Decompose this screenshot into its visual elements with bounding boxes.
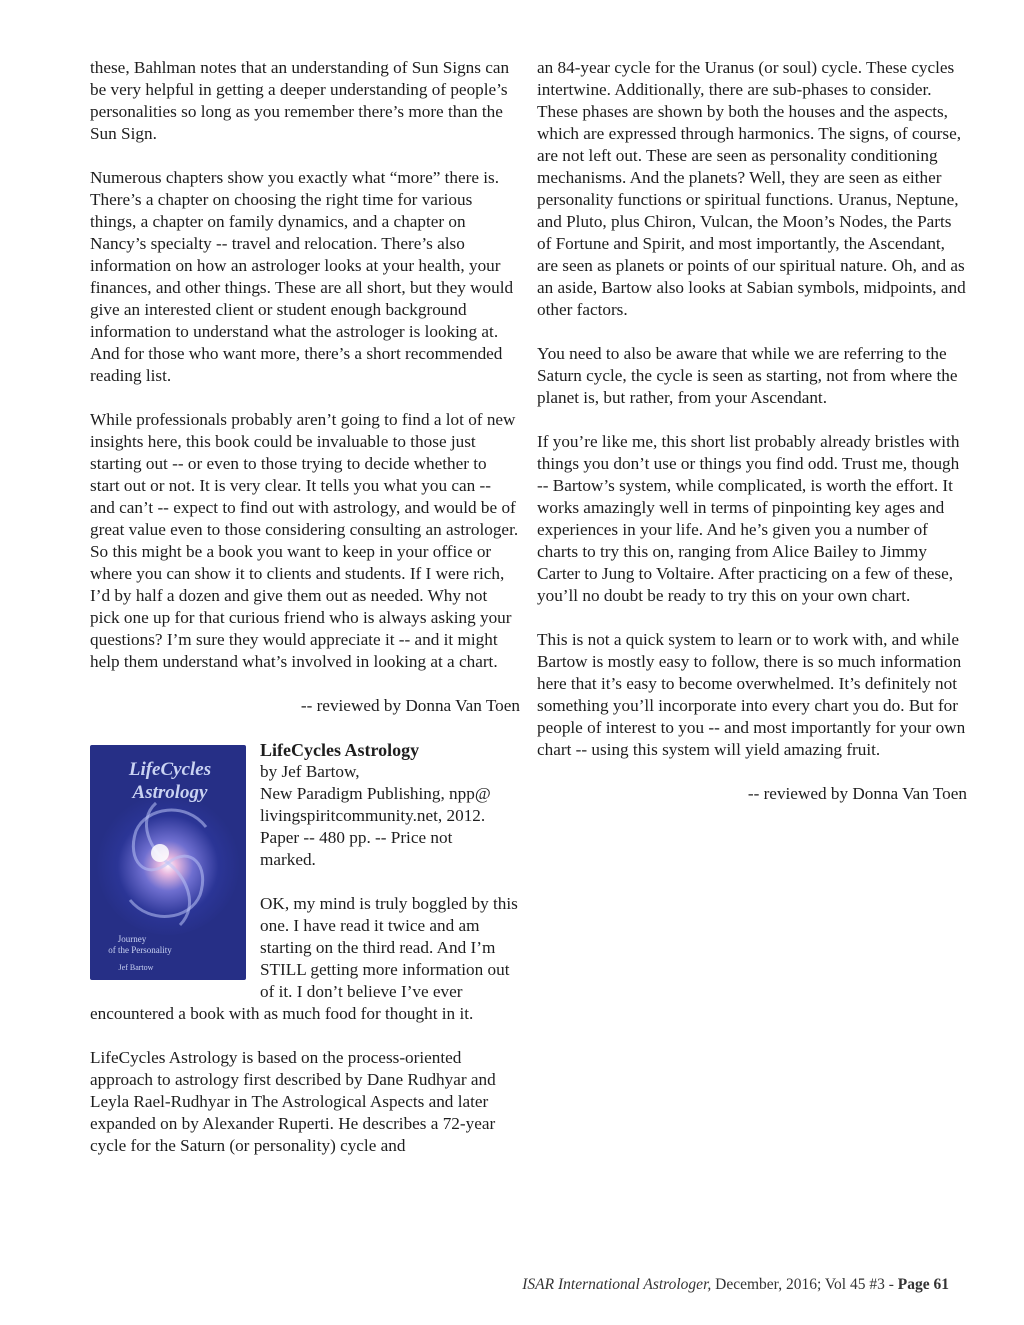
book-meta-line: New Paradigm Publishing, npp@ [260,784,491,803]
cover-title-line2: Astrology [132,782,208,803]
paragraph: This is not a quick system to learn or to work with, and while Bartow is mostly easy to follow, there is so much information here that it’s easy to become overwhelmed. It’s definitely not something you’ll incorporate into every chart you do. But for people of interest to you -- and most importantly for your own chart -- using this system will yield amazing fruit. [537,630,966,759]
left-column [90,57,520,1179]
book-cover-image [90,745,246,980]
paragraph: Numerous chapters show you exactly what “more” there is. There’s a chapter on choosing the right time for various things, a chapter on family dynamics, and a chapter on Nancy’s specialty -- travel and relocation. There’s also information on how an astrologer looks at your health, your finances, and other things. These are all short, but they would give an interested client or student enough background information to understand what the astrologer is looking at. And for those who want more, there’s a short recommended reading list. [90,168,514,385]
cover-author: Jef Bartow [118,963,154,972]
paragraph: You need to also be aware that while we are referring to the Saturn cycle, the cycle is seen as starting, not from where the planet is, but rather, from your Ascendant. [537,344,958,407]
footer-issue: December, 2016; Vol 45 #3 - [711,1276,898,1293]
book-title: LifeCycles Astrology [260,740,420,760]
paragraph: LifeCycles Astrology is based on the process-oriented approach to astrology first described by Dane Rudhyar and Leyla Rael-Rudhyar in The Astrological Aspects and later expanded on by Alexander Ruperti. He describes a 72-year cycle for the Saturn (or personality) cycle and [90,1048,496,1155]
cover-subtitle-line1: Journey [117,934,147,944]
paragraph: an 84-year cycle for the Uranus (or soul) cycle. These cycles intertwine. Additionally, there are sub-phases to consider. These phases are shown by both the houses and the aspects, which are expressed through harmonics. The signs, of course, are not left out. These are seen as personality conditioning mechanisms. And the planets? Well, they are seen as either personality functions or spiritual functions. Uranus, Neptune, and Pluto, plus Chiron, Vulcan, the Moon’s Nodes, the Parts of Fortune and Spirit, and most importantly, the Ascendant, are seen as planets or points of our spiritual nature. Oh, and as an aside, Bartow also looks at Sabian symbols, midpoints, and other factors. [537,58,966,319]
book-meta-line: Paper -- 480 pp. -- Price not [260,828,453,847]
galaxy-core [151,844,169,862]
book-meta-line: livingspiritcommunity.net, 2012. [260,806,486,825]
book-review [90,739,520,1157]
footer-publication: ISAR International Astrologer, [522,1276,712,1293]
cover-title-line1: LifeCycles [128,759,212,780]
cover-subtitle-line2: of the Personality [108,945,172,955]
book-meta-line: marked. [260,850,316,869]
page-footer [522,1276,949,1294]
paragraph: these, Bahlman notes that an understanding of Sun Signs can be very helpful in getting a deeper understanding of people’s personalities so long as you remember there’s more than the Sun Sign. [90,58,510,143]
right-column [537,57,967,827]
footer-page-number: Page 61 [897,1276,949,1293]
paragraph: While professionals probably aren’t going to find a lot of new insights here, this book could be invaluable to those just starting out -- or even to those trying to decide whether to start out or not. It is very clear. It tells you what you can -- and can’t -- expect to find out with astrology, and would be of great value even to those considering consulting an astrologer. So this might be a book you want to keep in your office or where you can show it to clients and students. If I were rich, I’d by half a dozen and give them out as needed. Why not pick one up for that curious friend who is always asking your questions? I’m sure they would appreciate it -- and it might help them understand what’s involved in looking at a chart. [90,410,519,671]
book-meta-line: by Jef Bartow, [260,762,360,781]
paragraph: If you’re like me, this short list probably already bristles with things you don’t use or things you find odd. Trust me, though -- Bartow’s system, while complicated, is worth the effort. It works amazingly well in terms of pinpointing key ages and experiences in your life. And he’s given you a number of charts to try this on, ranging from Alice Bailey to Jimmy Carter to Jung to Voltaire. After practicing on a few of these, you’ll no doubt be ready to try this on your own chart. [537,432,960,605]
paragraph: OK, my mind is truly boggled by this one. I have read it twice and am starting on the third read. And I’m STILL getting more information out of it. I don’t believe I’ve ever encountered a book with as much food for thought in it. [90,894,518,1023]
review-signature: -- reviewed by Donna Van Toen [747,784,967,803]
review-signature: -- reviewed by Donna Van Toen [300,696,520,715]
